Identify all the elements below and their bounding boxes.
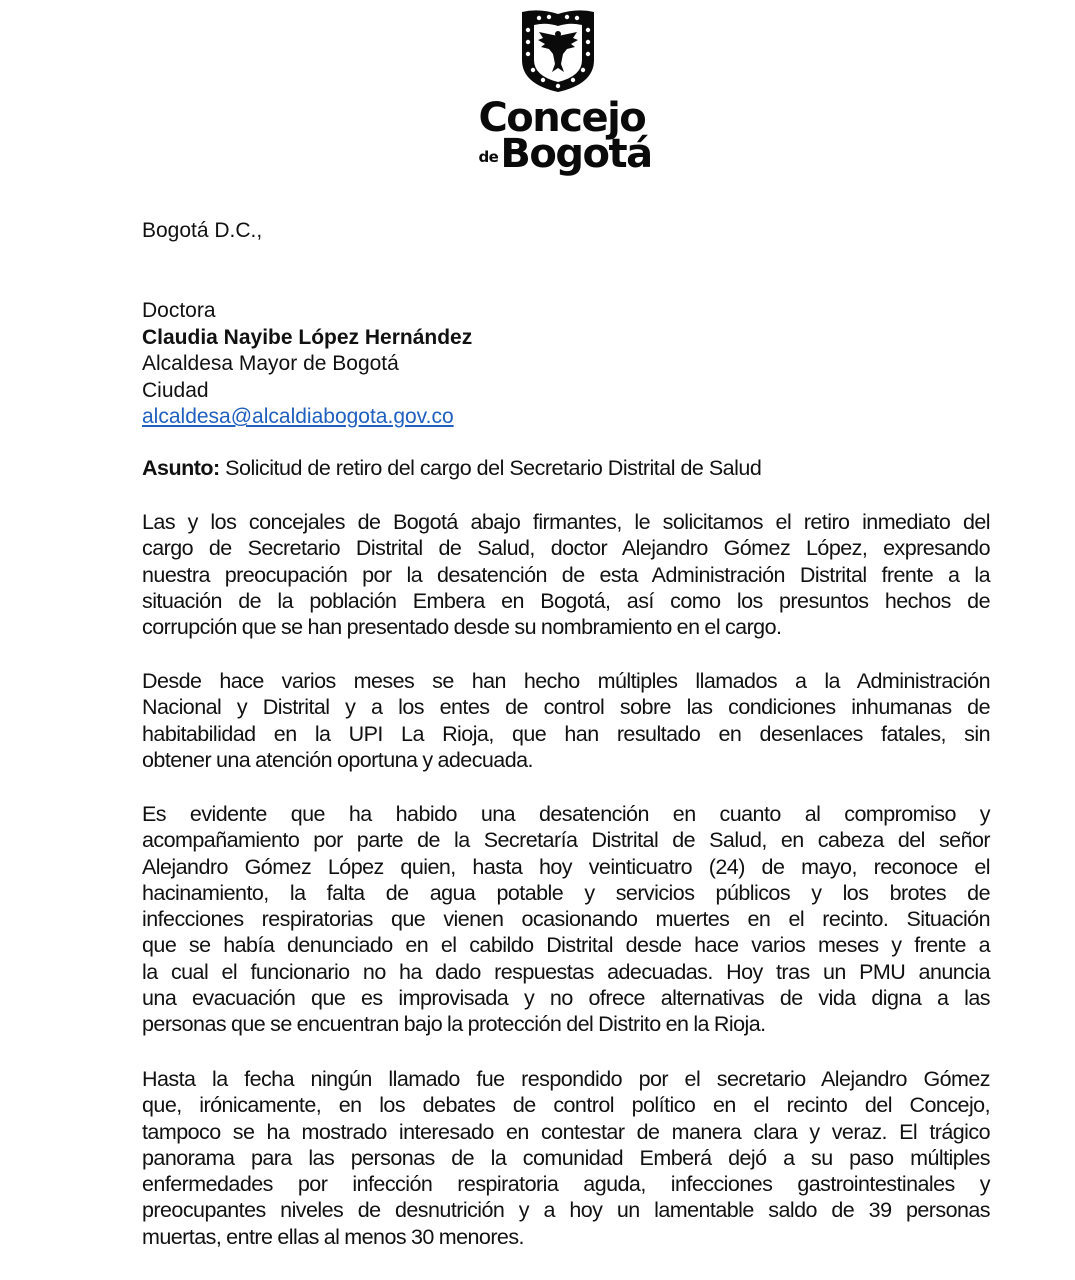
paragraph-line: obtener una atención oportuna y adecuada. (142, 747, 533, 772)
paragraph-line: preocupantes niveles de desnutrición y a hoy un lamentable saldo de 39 personas (142, 1198, 990, 1223)
recipient-email-link[interactable]: alcaldesa@alcaldiabogota.gov.co (142, 405, 454, 428)
paragraph-line: panorama para las personas de la comunidad Emberá dejó a su paso múltiples (142, 1145, 990, 1170)
paragraph-3 (142, 801, 990, 1038)
paragraph-1 (142, 509, 990, 640)
paragraph-line: corrupción que se han presentado desde su nombramiento en el cargo. (142, 615, 782, 640)
paragraph-line: una evacuación que es improvisada y no ofrece alternativas de vida digna a las (142, 986, 990, 1011)
paragraph-line: Es evidente que ha habido una desatención en cuanto al compromiso y (142, 802, 990, 826)
recipient-salutation: Doctora (142, 299, 216, 322)
paragraph-line: situación de la población Embera en Bogotá, así como los presuntos hechos de (142, 588, 990, 613)
subject-label: Asunto: (142, 456, 220, 480)
bogota-coat-of-arms-eagle-icon (519, 8, 597, 94)
letterhead (0, 8, 1075, 177)
paragraph-2 (142, 668, 990, 773)
paragraph-line: Nacional y Distrital y a los entes de control sobre las condiciones inhumanas de (142, 695, 990, 720)
paragraph-line: Las y los concejales de Bogotá abajo firmantes, le solicitamos el retiro inmediato del (142, 510, 990, 534)
paragraph-line: cargo de Secretario Distrital de Salud, doctor Alejandro Gómez López, expresando (142, 536, 990, 561)
paragraph-line: Desde hace varios meses se han hecho múltiples llamados a la Administración (142, 669, 990, 693)
paragraph-line: tampoco se ha mostrado interesado en contestar de manera clara y veraz. El trágico (142, 1119, 990, 1144)
subject-text: Solicitud de retiro del cargo del Secretario Distrital de Salud (219, 456, 762, 480)
subject-line (142, 456, 761, 481)
place: Bogotá D.C., (142, 219, 263, 242)
paragraph-line: Hasta la fecha ningún llamado fue respondido por el secretario Alejandro Gómez (142, 1067, 990, 1091)
brand-concejo: Concejo (478, 95, 646, 141)
brand-de: de (478, 148, 499, 166)
paragraph-line: habitabilidad en la UPI La Rioja, que han resultado en desenlaces fatales, sin (142, 721, 990, 746)
brand-bogota: Bogotá (500, 131, 652, 177)
paragraph-line: muertas, entre ellas al menos 30 menores. (142, 1224, 524, 1249)
paragraph-line: la cual el funcionario no ha dado respuestas adecuadas. Hoy tras un PMU anuncia (142, 959, 990, 984)
recipient-title: Alcaldesa Mayor de Bogotá (142, 352, 399, 375)
paragraph-line: personas que se encuentran bajo la protección del Distrito en la Rioja. (142, 1012, 766, 1037)
paragraph-line: hacinamiento, la falta de agua potable y servicios públicos y los brotes de (142, 880, 990, 905)
paragraph-line: infecciones respiratorias que vienen ocasionando muertes en el recinto. Situación (142, 907, 990, 932)
place-line (142, 218, 990, 245)
paragraph-line: nuestra preocupación por la desatención de esta Administración Distrital frente a la (142, 562, 990, 587)
paragraph-line: que, irónicamente, en los debates de control político en el recinto del Concejo, (142, 1093, 990, 1118)
brand-wordmark (478, 95, 652, 177)
paragraph-line: Alejandro Gómez López quien, hasta hoy veinticuatro (24) de mayo, reconoce el (142, 854, 990, 879)
paragraph-line: enfermedades por infección respiratoria aguda, infecciones gastrointestinales y (142, 1172, 990, 1197)
recipient-block (142, 298, 990, 431)
paragraph-4 (142, 1066, 990, 1250)
paragraph-line: acompañamiento por parte de la Secretaría Distrital de Salud, en cabeza del señor (142, 828, 990, 853)
recipient-name: Claudia Nayibe López Hernández (142, 325, 473, 349)
paragraph-line: que se había denunciado en el cabildo Distrital desde hace varios meses y frente a (142, 933, 990, 958)
recipient-city: Ciudad (142, 378, 209, 402)
